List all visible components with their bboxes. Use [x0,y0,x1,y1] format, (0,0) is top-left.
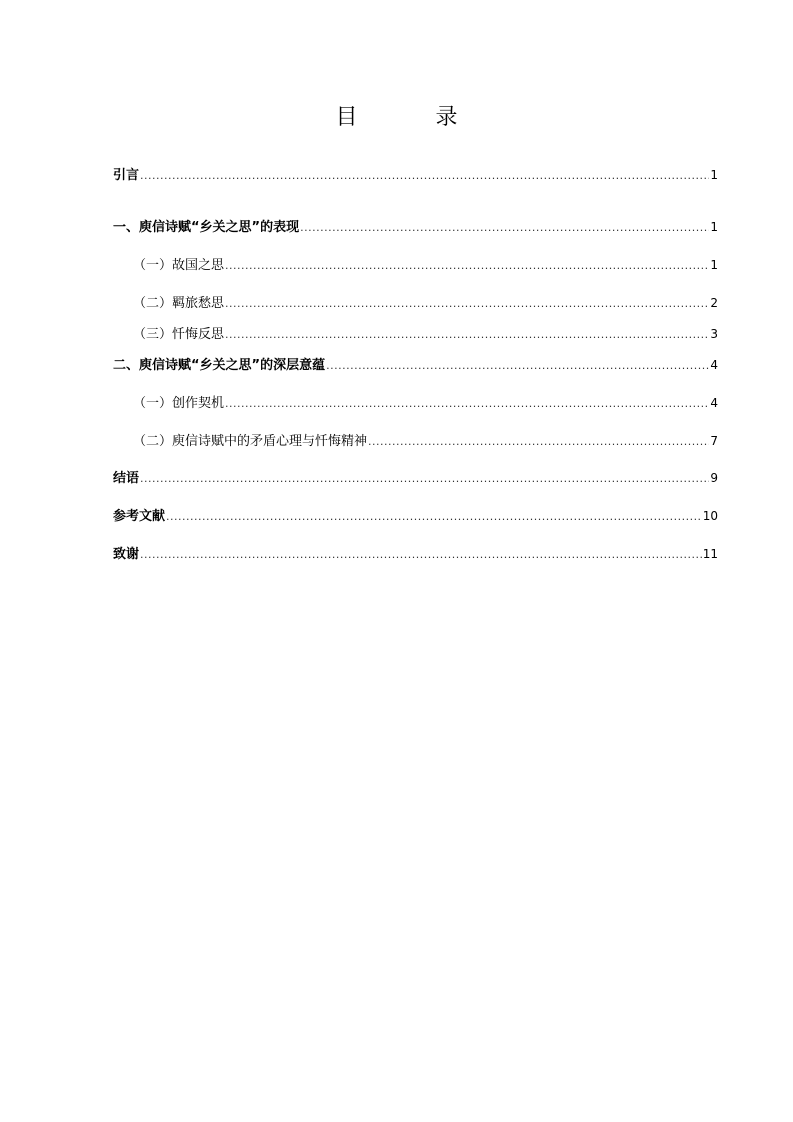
toc-entry-label: （三）忏悔反思 [133,327,225,342]
toc-entry-page: 1 [710,258,718,272]
toc-entry-label: （一）故国之思 [133,258,225,273]
dot-leader [225,328,709,341]
toc-entry-chapter-2[interactable] [113,354,718,373]
toc-entry-label: 致谢 [113,547,140,562]
toc-entry-page: 3 [710,327,718,341]
toc-entry-label: 引言 [113,168,140,183]
dot-leader [225,297,709,310]
toc-entry-page: 11 [702,547,718,561]
toc-entry-conclusion[interactable] [113,467,718,486]
toc-entry-chapter-1[interactable] [113,216,718,235]
toc-entry-label: （二）羁旅愁思 [133,296,225,311]
toc-entry-section-2-1[interactable] [133,392,718,411]
dot-leader [225,259,709,272]
toc-entry-section-1-3[interactable] [133,323,718,342]
dot-leader [300,221,709,234]
dot-leader [368,435,709,448]
toc-entry-references[interactable] [113,505,718,524]
toc-entry-page: 4 [710,396,718,410]
toc-entry-introduction[interactable] [113,164,718,183]
toc-entry-section-2-2[interactable] [133,430,718,449]
toc-entry-page: 2 [710,296,718,310]
toc-entry-label: 参考文献 [113,509,166,524]
toc-entry-label: （一）创作契机 [133,396,225,411]
dot-leader [140,472,709,485]
toc-entry-page: 1 [710,168,718,182]
toc-entry-section-1-2[interactable] [133,292,718,311]
toc-entry-acknowledgements[interactable] [113,543,718,562]
toc-entry-label: （二）庾信诗赋中的矛盾心理与忏悔精神 [133,434,368,449]
toc-entry-page: 1 [710,220,718,234]
toc-entry-section-1-1[interactable] [133,254,718,273]
dot-leader [225,397,709,410]
toc-entry-page: 10 [702,509,718,523]
dot-leader [140,169,709,182]
page-title: 目 录 [335,105,486,130]
dot-leader [166,510,702,523]
toc-entry-label: 一、庾信诗赋“乡关之思”的表现 [113,220,300,235]
toc-entry-page: 4 [710,358,718,372]
toc-entry-page: 9 [710,471,718,485]
toc-entry-page: 7 [710,434,718,448]
toc-entry-label: 结语 [113,471,140,486]
dot-leader [326,359,709,372]
toc-entry-label: 二、庾信诗赋“乡关之思”的深层意蕴 [113,358,326,373]
dot-leader [140,548,702,561]
